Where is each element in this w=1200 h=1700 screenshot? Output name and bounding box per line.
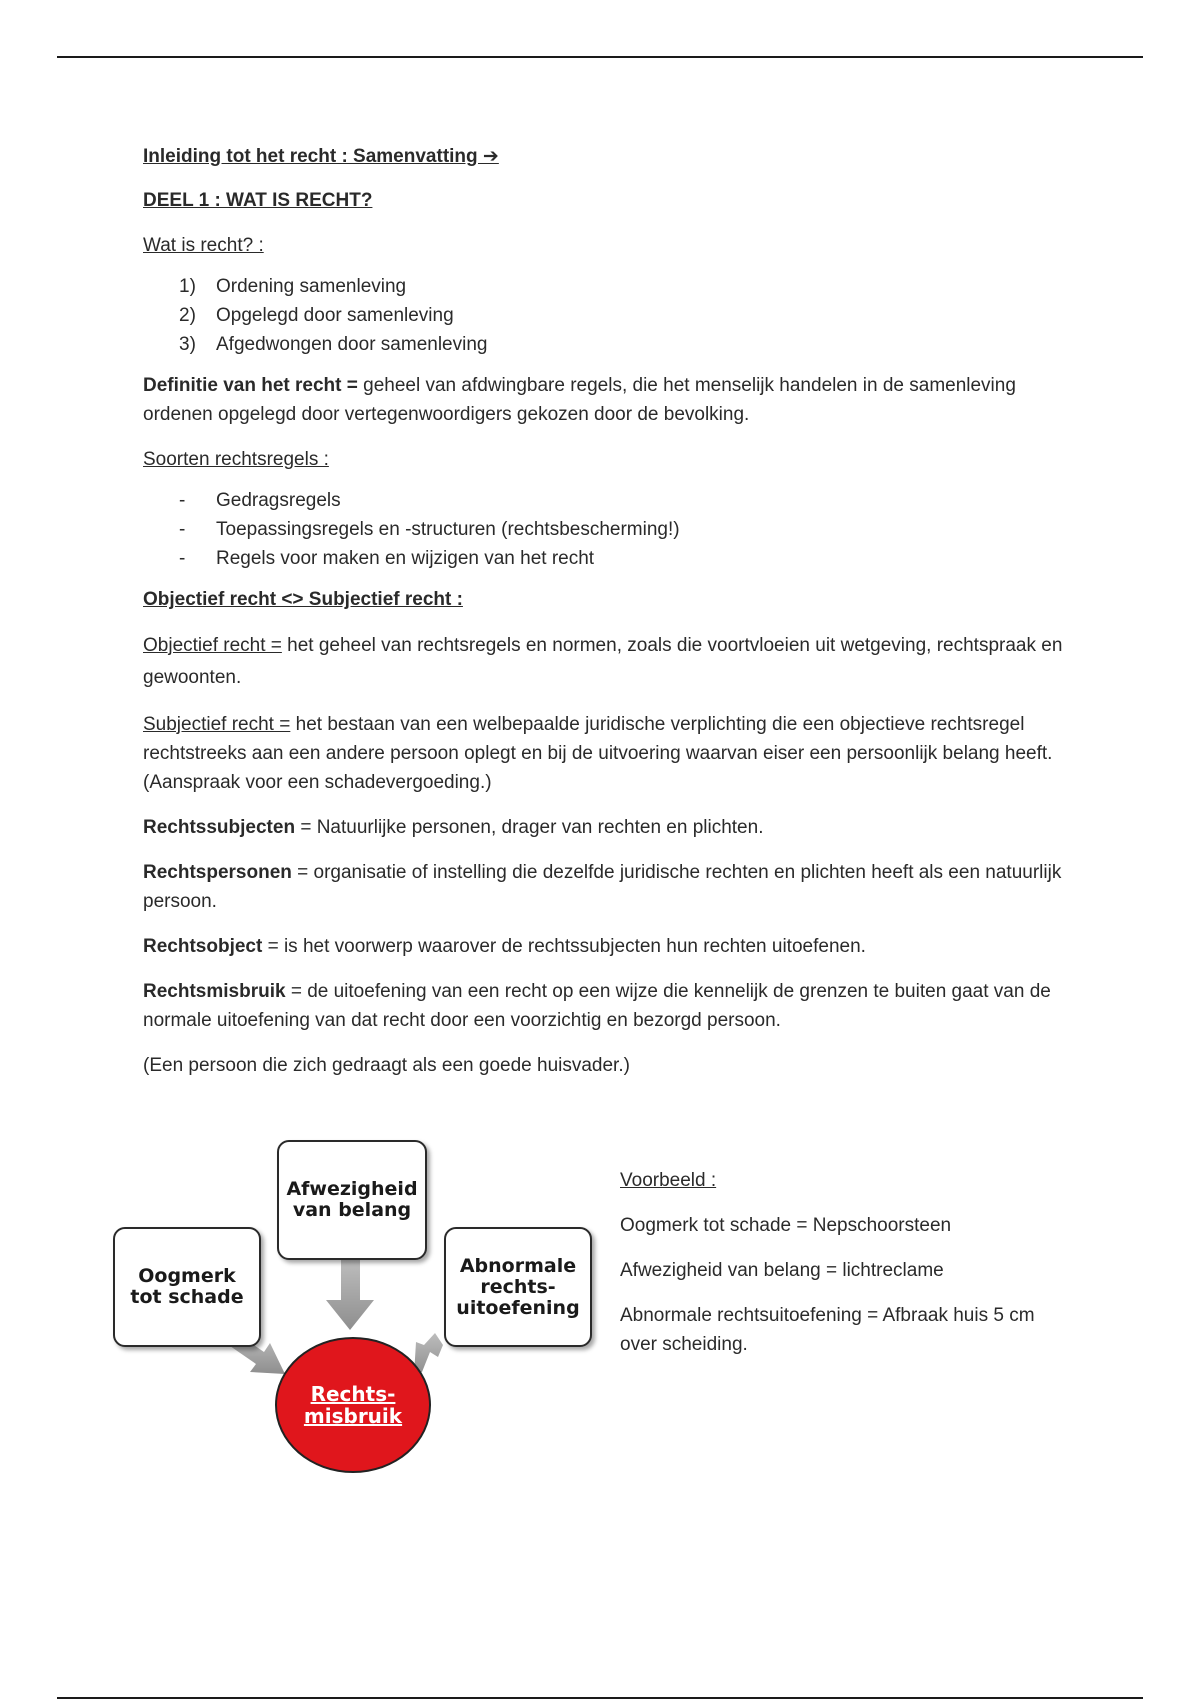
example-block bbox=[620, 1166, 1060, 1375]
abuse-paragraph: Rechtsmisbruik = de uitoefening van een recht op een wijze die kennelijk de grenzen te buiten gaat van de normale uitoefening van dat recht door een voorzichtig en bezorgd persoon. bbox=[143, 981, 1051, 1031]
obj-subj-heading: Objectief recht <> Subjectief recht : bbox=[143, 589, 463, 610]
list-item: - Regels voor maken en wijzigen van het recht bbox=[179, 548, 595, 569]
example-line: Oogmerk tot schade = Nepschoorsteen bbox=[620, 1215, 952, 1236]
document-title: Inleiding tot het recht : Samenvatting ➔ bbox=[143, 146, 499, 167]
node-intent-to-harm: Oogmerk tot schade bbox=[113, 1227, 261, 1347]
example-line: Abnormale rechtsuitoefening = Afbraak huis 5 cm over scheiding. bbox=[620, 1305, 1035, 1355]
types-list bbox=[143, 486, 1063, 573]
what-list bbox=[143, 272, 1063, 359]
definition-paragraph: Definitie van het recht = geheel van afdwingbare regels, die het menselijk handelen in de samenleving ordenen opgelegd door vertegenwoordigers gekozen door de bevolking. bbox=[143, 375, 1016, 425]
types-heading: Soorten rechtsregels : bbox=[143, 449, 329, 470]
rechtsmisbruik-diagram bbox=[100, 1130, 600, 1480]
example-heading: Voorbeeld : bbox=[620, 1170, 717, 1191]
part-heading: DEEL 1 : WAT IS RECHT? bbox=[143, 190, 373, 211]
list-item: - Gedragsregels bbox=[179, 490, 341, 511]
abuse-note: (Een persoon die zich gedraagt als een goede huisvader.) bbox=[143, 1055, 630, 1076]
document-body bbox=[143, 142, 1063, 1080]
persons-paragraph: Rechtspersonen = organisatie of instelling die dezelfde juridische rechten en plichten heeft als een natuurlijk persoon. bbox=[143, 862, 1062, 912]
list-item: 1) Ordening samenleving bbox=[179, 276, 407, 297]
example-line: Afwezigheid van belang = lichtreclame bbox=[620, 1260, 944, 1281]
center-abuse-of-rights: Rechts-misbruik bbox=[275, 1337, 431, 1473]
list-item: 3) Afgedwongen door samenleving bbox=[179, 334, 488, 355]
what-heading: Wat is recht? : bbox=[143, 235, 264, 256]
top-rule bbox=[57, 56, 1143, 58]
node-absence-of-interest: Afwezigheid van belang bbox=[277, 1140, 427, 1260]
arrow-down bbox=[326, 1260, 374, 1330]
list-item: 2) Opgelegd door samenleving bbox=[179, 305, 454, 326]
objective-paragraph: Objectief recht = het geheel van rechtsregels en normen, zoals die voortvloeien uit wetgeving, rechtspraak en gewoonten. bbox=[143, 635, 1063, 688]
list-item: - Toepassingsregels en -structuren (rechtsbescherming!) bbox=[179, 519, 680, 540]
node-abnormal-exercise: Abnormale rechts- uitoefening bbox=[444, 1227, 592, 1347]
object-paragraph: Rechtsobject = is het voorwerp waarover de rechtssubjecten hun rechten uitoefenen. bbox=[143, 936, 866, 957]
bottom-rule bbox=[57, 1697, 1143, 1699]
subjective-paragraph: Subjectief recht = het bestaan van een welbepaalde juridische verplichting die een objectieve rechtsregel rechtstreeks aan een andere persoon oplegt en bij de uitvoering waarvan eiser een persoonlijk belang heeft. (Aanspraak voor een schadevergoeding.) bbox=[143, 714, 1053, 793]
subjects-paragraph: Rechtssubjecten = Natuurlijke personen, drager van rechten en plichten. bbox=[143, 817, 764, 838]
